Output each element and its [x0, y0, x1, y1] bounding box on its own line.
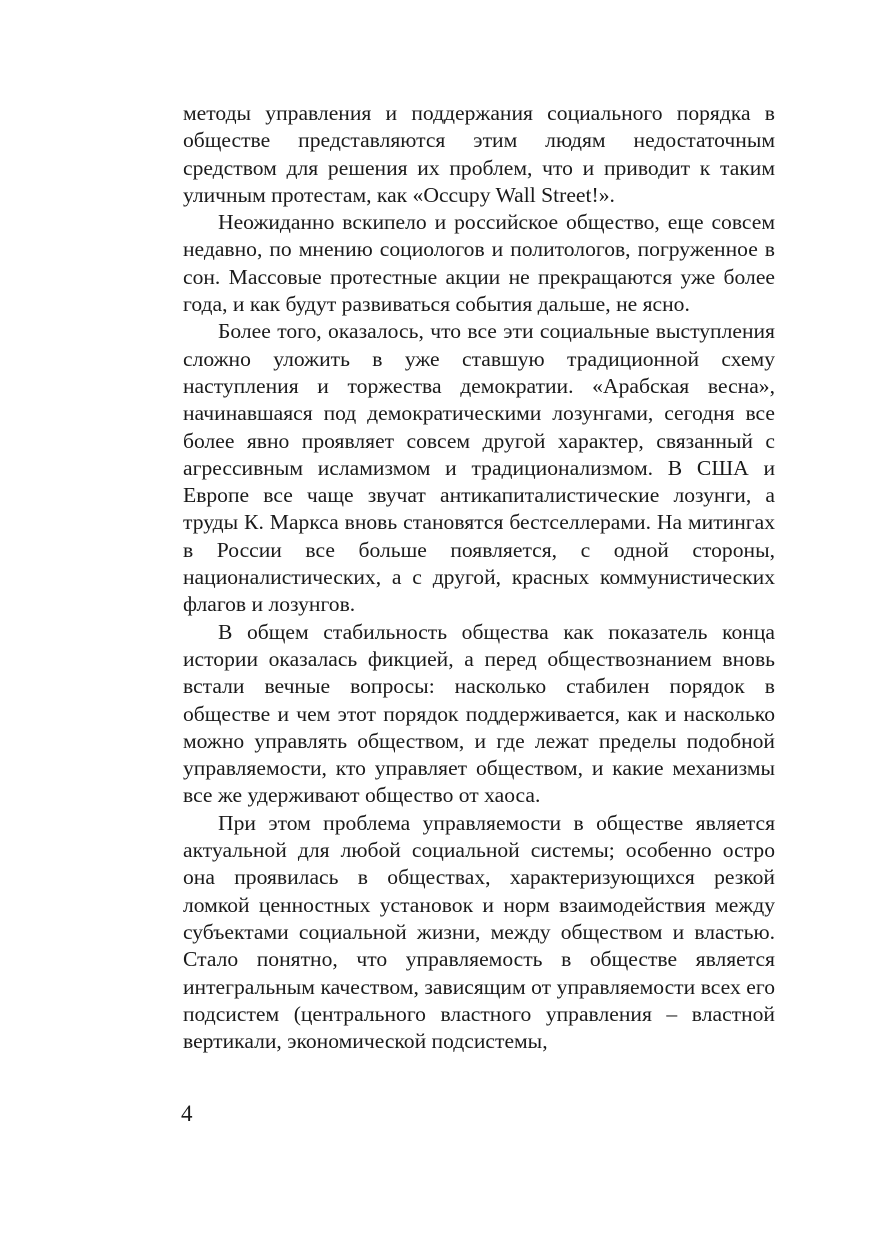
- paragraph: Более того, оказалось, что все эти социальные выступления сложно уложить в уже ставшую традиционной схему наступления и торжества демократии. «Арабская весна», начинавшаяся под демократическими лозунгами, сегодня все более явно проявляет совсем другой характер, связанный с агрессивным исламизмом и традиционализмом. В США и Европе все чаще звучат антикапиталистические лозунги, а труды К. Маркса вновь становятся бестселлерами. На митингах в России все больше появляется, с одной стороны, националистических, а с другой, красных коммунистических флагов и лозунгов.: [183, 319, 775, 617]
- paragraph: Неожиданно вскипело и российское общество, еще совсем недавно, по мнению социологов и политологов, погруженное в сон. Массовые протестные акции не прекращаются уже более года, и как будут развиваться события дальше, не ясно.: [183, 210, 775, 317]
- paragraph-continuation: методы управления и поддержания социального порядка в обществе представляются этим людям недостаточным средством для решения их проблем, что и приводит к таким уличным протестам, как «Occupy Wall Street!».: [183, 101, 775, 207]
- body-text: [183, 100, 775, 1055]
- paragraph: В общем стабильность общества как показатель конца истории оказалась фикцией, а перед обществознанием вновь встали вечные вопросы: насколько стабилен порядок в обществе и чем этот порядок поддерживается, как и насколько можно управлять обществом, и где лежат пределы подобной управляемости, кто управляет обществом, и какие механизмы все же удерживают общество от хаоса.: [183, 619, 775, 808]
- paragraph: При этом проблема управляемости в обществе является актуальной для любой социальной системы; особенно остро она проявилась в обществах, характеризующихся резкой ломкой ценностных установок и норм взаимодействия между субъектами социальной жизни, между обществом и властью. Стало понятно, что управляемость в обществе является интегральным качеством, зависящим от управляемости всех его подсистем (центрального властного управления – властной вертикали, экономической подсистемы,: [183, 810, 775, 1054]
- page-number: 4: [181, 1101, 193, 1126]
